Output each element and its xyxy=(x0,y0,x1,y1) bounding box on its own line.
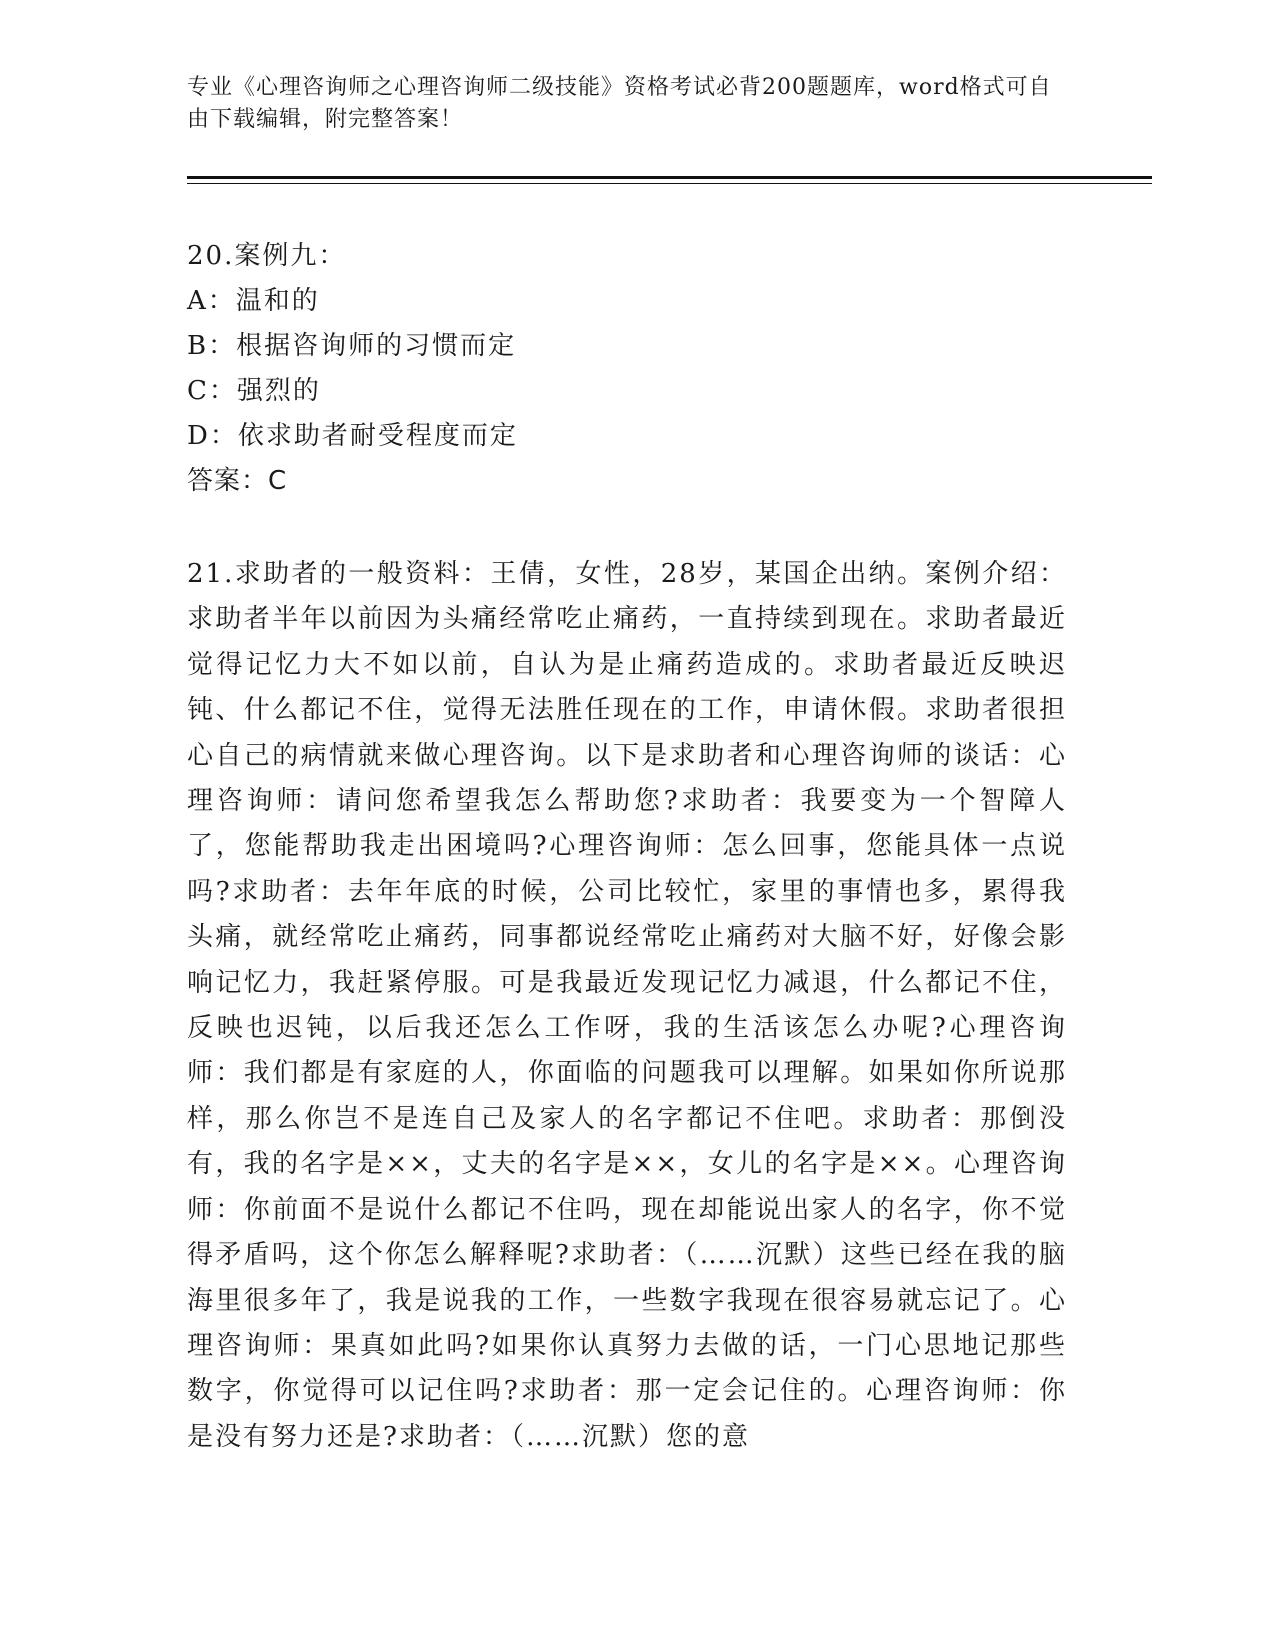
header-title: 专业《心理咨询师之心理咨询师二级技能》资格考试必背200题题库，word格式可自由下载编辑，附完整答案！ xyxy=(187,75,1052,132)
answer-line: 答案：C xyxy=(187,466,288,496)
question-21-text: 21.求助者的一般资料：王倩，女性，28岁，某国企出纳。案例介绍：求助者半年以前因为头痛经常吃止痛药，一直持续到现在。求助者最近觉得记忆力大不如以前，自认为是止痛药造成的。求助者最近反映迟钝、什么都记不住，觉得无法胜任现在的工作，申请休假。求助者很担心自己的病情就来做心理咨询。以下是求助者和心理咨询师的谈话：心理咨询师：请问您希望我怎么帮助您?求助者：我要变为一个智障人了，您能帮助我走出困境吗?心理咨询师：怎么回事，您能具体一点说吗?求助者：去年年底的时候，公司比较忙，家里的事情也多，累得我头痛，就经常吃止痛药，同事都说经常吃止痛药对大脑不好，好像会影响记忆力，我赶紧停服。可是我最近发现记忆力减退，什么都记不住，反映也迟钝，以后我还怎么工作呀，我的生活该怎么办呢?心理咨询师：我们都是有家庭的人，你面临的问题我可以理解。如果如你所说那样，那么你岂不是连自己及家人的名字都记不住吧。求助者：那倒没有，我的名字是××，丈夫的名字是××，女儿的名字是××。心理咨询师：你前面不是说什么都记不住吗，现在却能说出家人的名字，你不觉得矛盾吗，这个你怎么解释呢?求助者：（……沉默）这些已经在我的脑海里很多年了，我是说我的工作，一些数字我现在很容易就忘记了。心理咨询师：果真如此吗?如果你认真努力去做的话，一门心思地记那些数字，你觉得可以记住吗?求助者：那一定会记住的。心理咨询师：你是没有努力还是?求助者：（……沉默）您的意 xyxy=(187,559,1067,1452)
option-c: C：强烈的 xyxy=(187,376,321,406)
header-divider-thin xyxy=(187,183,1152,184)
option-b: B：根据咨询师的习惯而定 xyxy=(187,331,517,361)
option-d: D：依求助者耐受程度而定 xyxy=(187,421,518,451)
header-divider-thick xyxy=(187,176,1152,179)
question-21 xyxy=(187,552,1067,1460)
document-header xyxy=(187,72,1067,136)
option-a: A：温和的 xyxy=(187,286,320,316)
question-stem: 20.案例九： xyxy=(187,241,347,271)
question-20 xyxy=(187,234,1087,504)
